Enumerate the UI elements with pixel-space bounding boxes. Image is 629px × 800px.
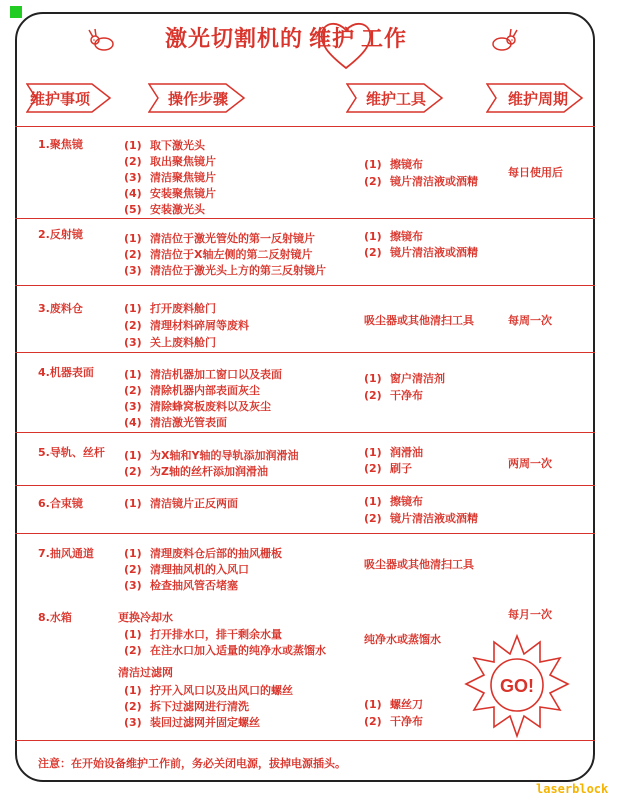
step-item: (1) 打开废料舱门	[124, 302, 216, 315]
cycle-text: 每日使用后	[508, 166, 563, 179]
step-item: (3) 清除蜂窝板废料以及灰尘	[124, 400, 271, 413]
cycle-text: 每周一次	[508, 314, 552, 327]
divider	[15, 485, 595, 486]
header-operation-steps: 操作步骤	[168, 90, 229, 108]
step-item: (1) 清洁机器加工窗口以及表面	[124, 368, 282, 381]
tool-item: 纯净水或蒸馏水	[364, 633, 441, 646]
step-item: (3) 清洁位于激光头上方的第三反射镜片	[124, 264, 326, 277]
sun-text: GO!	[500, 676, 534, 696]
tool-item: (1) 擦镜布	[364, 495, 423, 508]
title-part-2: 工作	[361, 27, 408, 52]
section-title: 1.聚焦镜	[38, 138, 83, 151]
step-item: (1) 清洁镜片正反两面	[124, 497, 238, 510]
section-title: 6.合束镜	[38, 497, 83, 510]
section-title: 2.反射镜	[38, 228, 83, 241]
divider	[15, 126, 595, 127]
tool-item: (1) 擦镜布	[364, 230, 423, 243]
step-item: (5) 安装激光头	[124, 203, 205, 216]
tool-item: (2) 刷子	[364, 462, 412, 475]
green-marker	[10, 6, 22, 18]
step-item: (1) 清理废料仓后部的抽风栅板	[124, 547, 282, 560]
divider	[15, 352, 595, 353]
header-maintenance-tools: 维护工具	[366, 90, 427, 108]
step-item: (2) 拆下过滤网进行清洗	[124, 700, 249, 713]
section-title: 8.水箱	[38, 611, 72, 624]
step-item: (2) 在注水口加入适量的纯净水或蒸馏水	[124, 644, 326, 657]
cycle-text: 每月一次	[508, 608, 552, 621]
section-title: 7.抽风通道	[38, 547, 94, 560]
section-title: 5.导轨、丝杆	[38, 446, 105, 459]
title-part-1: 激光切割机的	[165, 27, 304, 52]
subsection-title: 清洁过滤网	[118, 666, 173, 679]
step-item: (2) 清理抽风机的入风口	[124, 563, 249, 576]
page-title	[165, 22, 407, 53]
tool-item: (2) 镜片清洁液或酒精	[364, 175, 478, 188]
step-item: (2) 清除机器内部表面灰尘	[124, 384, 260, 397]
rabbit-icon	[86, 28, 116, 52]
step-item: (2) 取出聚焦镜片	[124, 155, 216, 168]
safety-note: 注意：在开始设备维护工作前，务必关闭电源，拔掉电源插头。	[38, 757, 346, 770]
step-item: (2) 清洁位于X轴左侧的第二反射镜片	[124, 248, 313, 261]
step-item: (2) 清理材料碎屑等废料	[124, 319, 249, 332]
header-maintenance-item: 维护事项	[30, 90, 91, 108]
step-item: (1) 取下激光头	[124, 139, 205, 152]
step-item: (1) 为X轴和Y轴的导轨添加润滑油	[124, 449, 299, 462]
tool-item: (1) 擦镜布	[364, 158, 423, 171]
step-item: (4) 清洁激光管表面	[124, 416, 227, 429]
tool-item: (2) 镜片清洁液或酒精	[364, 512, 478, 525]
step-item: (3) 装回过滤网并固定螺丝	[124, 716, 260, 729]
step-item: (1) 拧开入风口以及出风口的螺丝	[124, 684, 293, 697]
watermark-logo: laserblock	[536, 782, 609, 796]
step-item: (4) 安装聚焦镜片	[124, 187, 216, 200]
sun-icon	[462, 632, 572, 742]
section-title: 4.机器表面	[38, 366, 94, 379]
step-item: (1) 清洁位于激光管处的第一反射镜片	[124, 232, 315, 245]
title-heart-word: 维护	[309, 27, 356, 52]
tool-item: 吸尘器或其他清扫工具	[364, 314, 474, 327]
tool-item: (2) 干净布	[364, 389, 423, 402]
divider	[15, 285, 595, 286]
tool-item: (1) 窗户清洁剂	[364, 372, 445, 385]
step-item: (3) 检查抽风管否堵塞	[124, 579, 238, 592]
section-title: 3.废料仓	[38, 302, 83, 315]
header-maintenance-cycle: 维护周期	[508, 90, 569, 108]
step-item: (3) 关上废料舱门	[124, 336, 216, 349]
subsection-title: 更换冷却水	[118, 611, 173, 624]
rabbit-icon	[490, 28, 520, 52]
tool-item: (2) 镜片清洁液或酒精	[364, 246, 478, 259]
cycle-text: 两周一次	[508, 457, 552, 470]
step-item: (3) 清洁聚焦镜片	[124, 171, 216, 184]
tool-item: (2) 干净布	[364, 715, 423, 728]
divider	[15, 432, 595, 433]
tool-item: (1) 螺丝刀	[364, 698, 423, 711]
tool-item: 吸尘器或其他清扫工具	[364, 558, 474, 571]
step-item: (2) 为Z轴的丝杆添加润滑油	[124, 465, 268, 478]
divider	[15, 533, 595, 534]
divider	[15, 218, 595, 219]
tool-item: (1) 润滑油	[364, 446, 423, 459]
step-item: (1) 打开排水口，排干剩余水量	[124, 628, 282, 641]
